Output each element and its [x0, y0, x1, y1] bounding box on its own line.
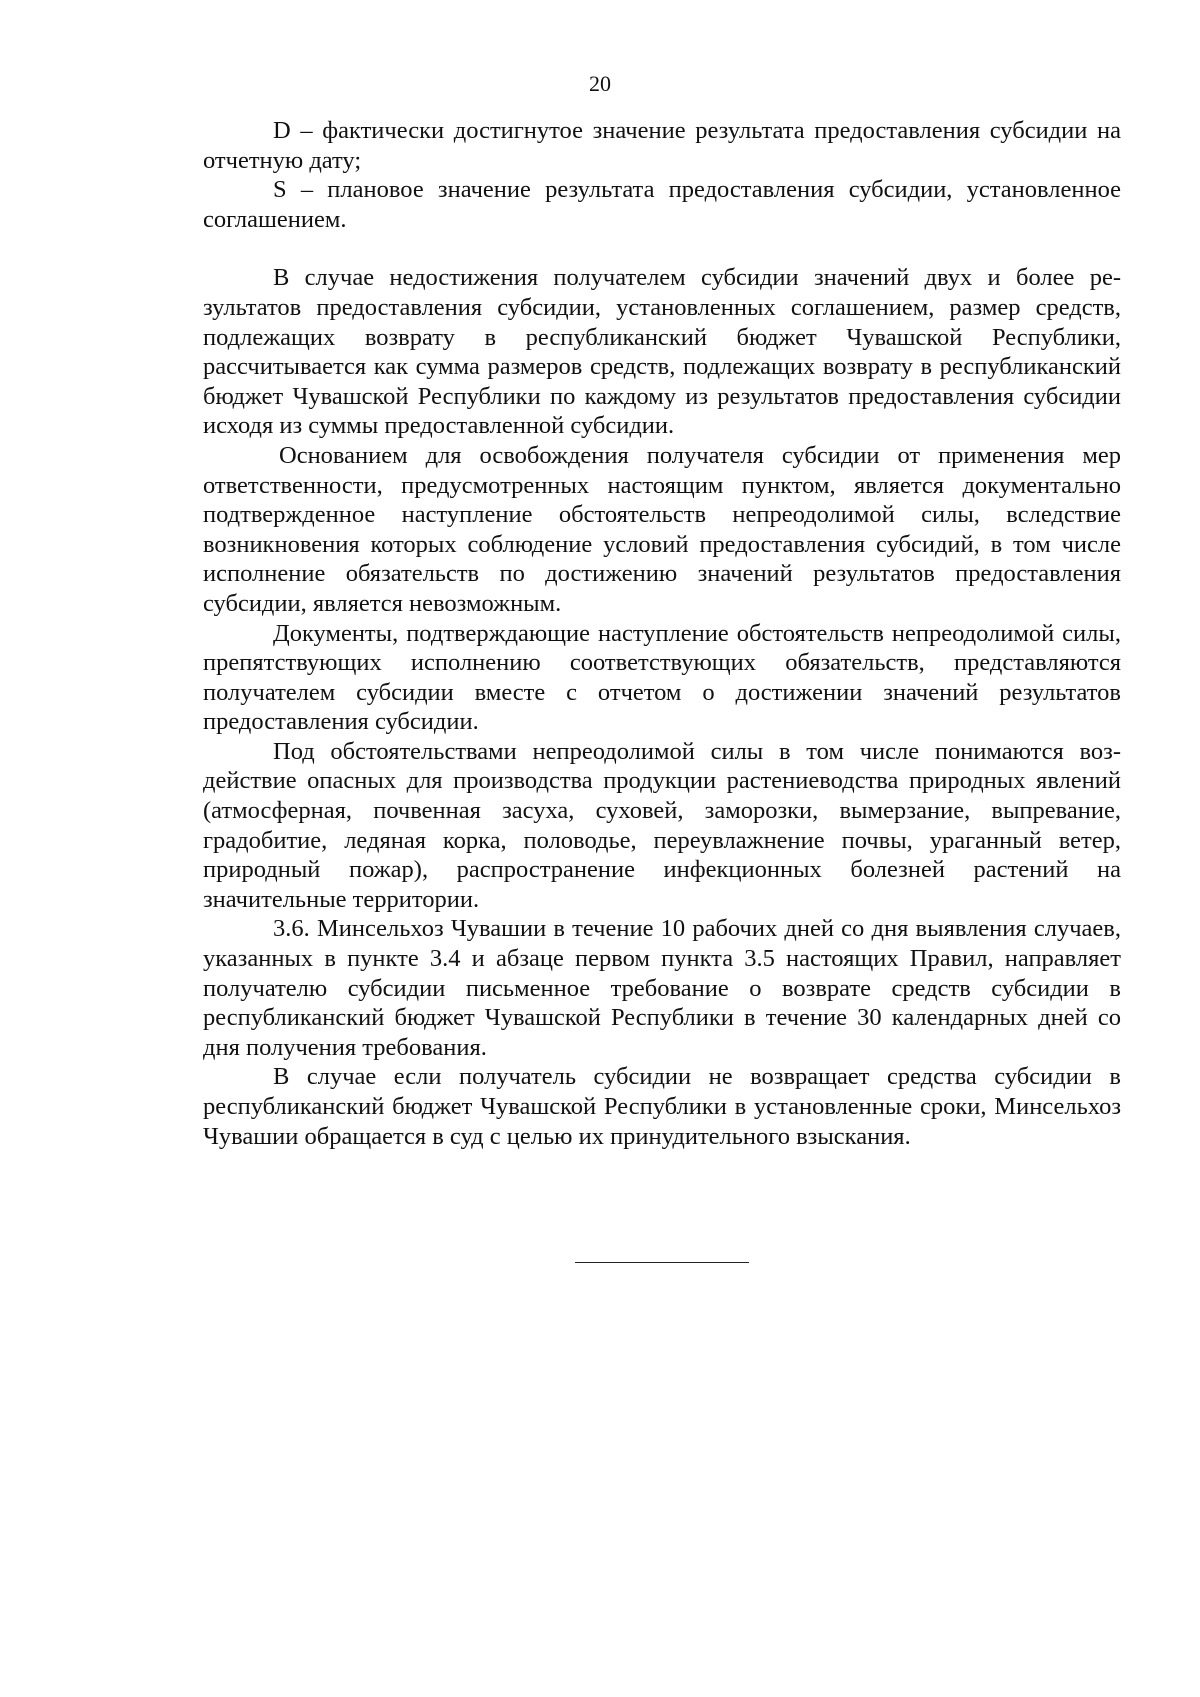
paragraph-3-6-return-demand: 3.6. Минсельхоз Чувашии в течение 10 рабочих дней со дня выявления случаев, указанных в пункте 3.4 и абзаце первом пункта 3.5 настоящих Правил, направляет получателю субсидии письменное требование о возврате средств субсидии в республиканский бюджет Чувашской Республики в течение 30 календарных дней со дня получения требования.	[203, 915, 1121, 1061]
page-number: 20	[589, 71, 611, 96]
paragraph-multiple-results: В случае недостижения получателем субсидии значений двух и более результатов предоставления субсидии, установленных соглашением, размер средств, подлежащих возврату в республиканский бюджет Чувашской Республики, рассчитывается как сумма размеров средств, подлежащих возврату в республиканский бюджет Чувашской Республики по каждому из результатов предоставления субсидии исходя из суммы предоставленной субсидии.	[203, 264, 1121, 440]
paragraph-force-majeure-definition: Под обстоятельствами непреодолимой силы в том числе понимаются воздействие опасных для производства продукции растениеводства природных явлений (атмосферная, почвенная засуха, суховей, заморозки, вымерзание, выпревание, градобитие, ледяная корка, половодье, переувлажнение почвы, ураганный ветер, природный пожар), распространение инфекционных болезней растений на значительные территории.	[203, 737, 1121, 913]
end-of-document-rule	[575, 1262, 749, 1263]
paragraph-force-majeure-documents: Документы, подтверждающие наступление обстоятельств непреодолимой силы, препятствующих исполнению соответствующих обязательств, представляются получателем субсидии вместе с отчетом о достижении значений результатов предоставления субсидии.	[203, 619, 1121, 736]
paragraph-court-recovery: В случае если получатель субсидии не возвращает средства субсидии в республиканский бюджет Чувашской Республики в установленные сроки, Минсельхоз Чувашии обращается в суд с целью их принудительного взыскания.	[203, 1063, 1121, 1150]
document-body	[203, 116, 1121, 1151]
paragraph-liability-exemption: Основанием для освобождения получателя субсидии от применения мер ответственности, предусмотренных настоящим пунктом, является документально подтвержденное наступление обстоятельств непреодолимой силы, вследствие возникновения которых соблюдение условий предоставления субсидий, в том числе исполнение обязательств по достижению значений результатов предоставления субсидии, является невозможным.	[203, 441, 1121, 617]
paragraph-s-definition: S – плановое значение результата предоставления субсидии, установленное соглашением.	[203, 176, 1121, 233]
paragraph-d-definition: D – фактически достигнутое значение результата предоставления субсидии на отчетную дату;	[203, 117, 1121, 174]
